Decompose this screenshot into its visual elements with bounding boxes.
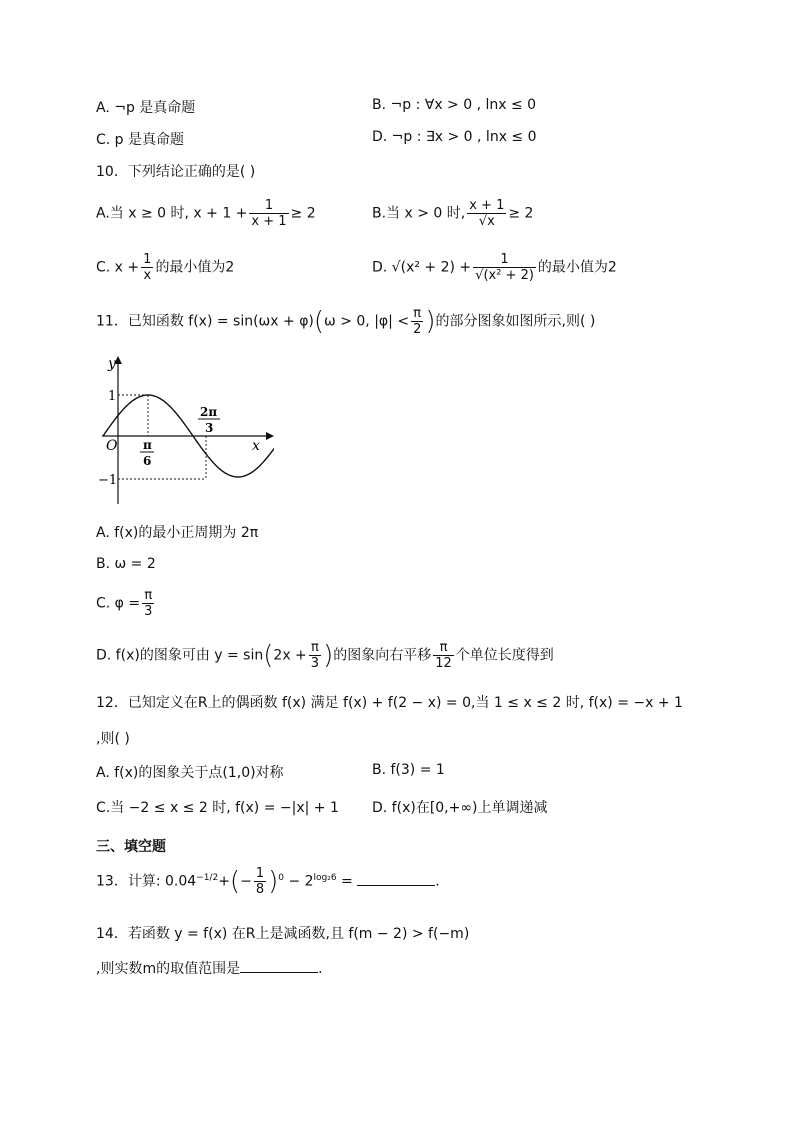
q10-c-prefix: C. x +	[96, 259, 140, 276]
q10-option-b	[372, 198, 533, 229]
q13-answer-blank[interactable]	[357, 871, 435, 886]
q10-option-d	[372, 252, 617, 283]
q10-a-fraction	[249, 198, 288, 229]
q11-c-fraction	[142, 588, 154, 619]
q13-frac-den: 8	[255, 882, 265, 897]
q10-a-prefix: A.当 x ≥ 0 时, x + 1 +	[96, 205, 248, 222]
q11-d-suffix: 个单位长度得到	[455, 647, 554, 664]
q11-cond-num: π	[411, 306, 423, 322]
origin-label: O	[106, 438, 118, 454]
q13-eq: =	[341, 873, 353, 890]
q10-b-suffix: ≥ 2	[508, 205, 534, 222]
y-label: y	[108, 356, 116, 372]
q11-d-inner: 2x +	[273, 647, 307, 664]
q13-end: .	[435, 873, 440, 890]
q11-option-d	[96, 640, 554, 671]
q10-a-den: x + 1	[251, 214, 287, 229]
q11-c-num: π	[142, 588, 154, 604]
q13-pow-zero: 0	[278, 872, 284, 883]
section-fill-blank-heading: 三、填空题	[96, 839, 166, 855]
q10-option-c	[96, 252, 234, 283]
q10-b-prefix: B.当 x > 0 时,	[372, 205, 466, 222]
q11-option-b: B. ω = 2	[96, 556, 156, 572]
x-axis-arrow	[266, 432, 274, 440]
q14-stem2: ,则实数m的取值范围是	[96, 961, 241, 977]
q11-stem	[96, 306, 595, 337]
q13-minus: − 2	[288, 873, 314, 890]
x-label: x	[252, 438, 260, 454]
q10-d-fraction	[473, 252, 536, 283]
q13-neg: −	[240, 873, 252, 890]
q14-stem-cont	[96, 958, 323, 978]
q14-stem: 14．若函数 y = f(x) 在R上是减函数,且 f(m − 2) > f(−m)	[96, 926, 470, 942]
q11-c-prefix: C. φ =	[96, 595, 141, 612]
q11-d-right-paren: )	[323, 640, 334, 671]
q11-cond-fraction	[411, 306, 423, 337]
tick-2pi3-num: 2π	[200, 405, 218, 419]
q14-end: .	[318, 961, 323, 977]
q10-c-fraction	[141, 252, 153, 283]
q11-d-left-paren: (	[263, 640, 274, 671]
q13-left-paren: (	[229, 866, 241, 897]
q11-d-mid: 的图象向右平移	[333, 647, 432, 664]
q12-option-d: D. f(x)在[0,+∞)上单调递减	[372, 800, 548, 816]
q10-stem: 10．下列结论正确的是( )	[96, 164, 256, 180]
q10-a-suffix: ≥ 2	[290, 205, 316, 222]
q10-c-num: 1	[143, 252, 152, 267]
q10-a-num: 1	[249, 198, 288, 214]
q11-d-inner-num: π	[309, 640, 321, 656]
q9-option-a: A. ¬p 是真命题	[96, 100, 196, 116]
q11-d-inner-den: 3	[310, 656, 320, 671]
q10-d-prefix: D. √(x² + 2) +	[372, 259, 472, 276]
q10-c-den: x	[143, 268, 152, 283]
q11-d-inner-fraction	[309, 640, 321, 671]
q13-line	[96, 866, 440, 897]
q11-d-shift-fraction	[433, 640, 454, 671]
q11-cond-prefix: ω > 0, |φ| <	[324, 313, 410, 330]
q12-option-b: B. f(3) = 1	[372, 762, 445, 778]
q12-option-c: C.当 −2 ≤ x ≤ 2 时, f(x) = −|x| + 1	[96, 800, 339, 816]
q11-right-paren: )	[425, 306, 436, 337]
q11-stem-prefix: 11．已知函数 f(x) = sin(ωx + φ)	[96, 313, 314, 330]
q10-option-a	[96, 198, 316, 229]
q11-cond-den: 2	[413, 322, 422, 337]
q11-d-shift-den: 12	[435, 656, 452, 671]
q11-option-a: A. f(x)的最小正周期为 2π	[96, 525, 259, 541]
q14-answer-blank[interactable]	[240, 958, 318, 973]
q9-option-c: C. p 是真命题	[96, 132, 185, 148]
q13-log-exponent: log₂6	[313, 872, 337, 883]
q11-stem-suffix: 的部分图象如图所示,则( )	[435, 313, 596, 330]
q10-d-num: 1	[473, 252, 536, 268]
sine-graph	[94, 352, 274, 512]
tick-pi6-den: 6	[143, 454, 152, 468]
q11-option-c	[96, 588, 156, 619]
q13-right-paren: )	[268, 866, 279, 897]
q11-d-shift-num: π	[433, 640, 454, 656]
q11-left-paren: (	[313, 306, 325, 337]
q10-b-num: x + 1	[469, 198, 505, 213]
q9-option-b: B. ¬p : ∀x > 0 , lnx ≤ 0	[372, 97, 537, 113]
q13-prefix: 13．计算: 0.04	[96, 873, 197, 890]
tick-2pi3-den: 3	[205, 421, 214, 435]
label-one: 1	[108, 389, 117, 404]
q13-fraction	[254, 866, 266, 897]
tick-pi6-num: π	[143, 438, 152, 452]
q11-d-prefix: D. f(x)的图象可由 y = sin	[96, 647, 264, 664]
q11-c-den: 3	[144, 604, 153, 619]
q12-stem-cont: ,则( )	[96, 731, 130, 747]
q13-frac-num: 1	[255, 866, 265, 881]
q9-option-d: D. ¬p : ∃x > 0 , lnx ≤ 0	[372, 129, 537, 145]
q10-b-den: √x	[478, 214, 495, 229]
q13-exponent: −1/2	[196, 872, 219, 883]
q12-option-a: A. f(x)的图象关于点(1,0)对称	[96, 765, 284, 781]
q13-plus: +	[218, 873, 230, 890]
q10-b-fraction	[467, 198, 506, 229]
label-neg-one: −1	[98, 473, 118, 488]
q10-c-suffix: 的最小值为2	[155, 259, 235, 276]
q12-stem: 12．已知定义在R上的偶函数 f(x) 满足 f(x) + f(2 − x) = 0,当 1 ≤ x ≤ 2 时, f(x) = −x + 1	[96, 695, 683, 711]
q10-d-den: √(x² + 2)	[475, 268, 534, 283]
q10-d-suffix: 的最小值为2	[537, 259, 617, 276]
